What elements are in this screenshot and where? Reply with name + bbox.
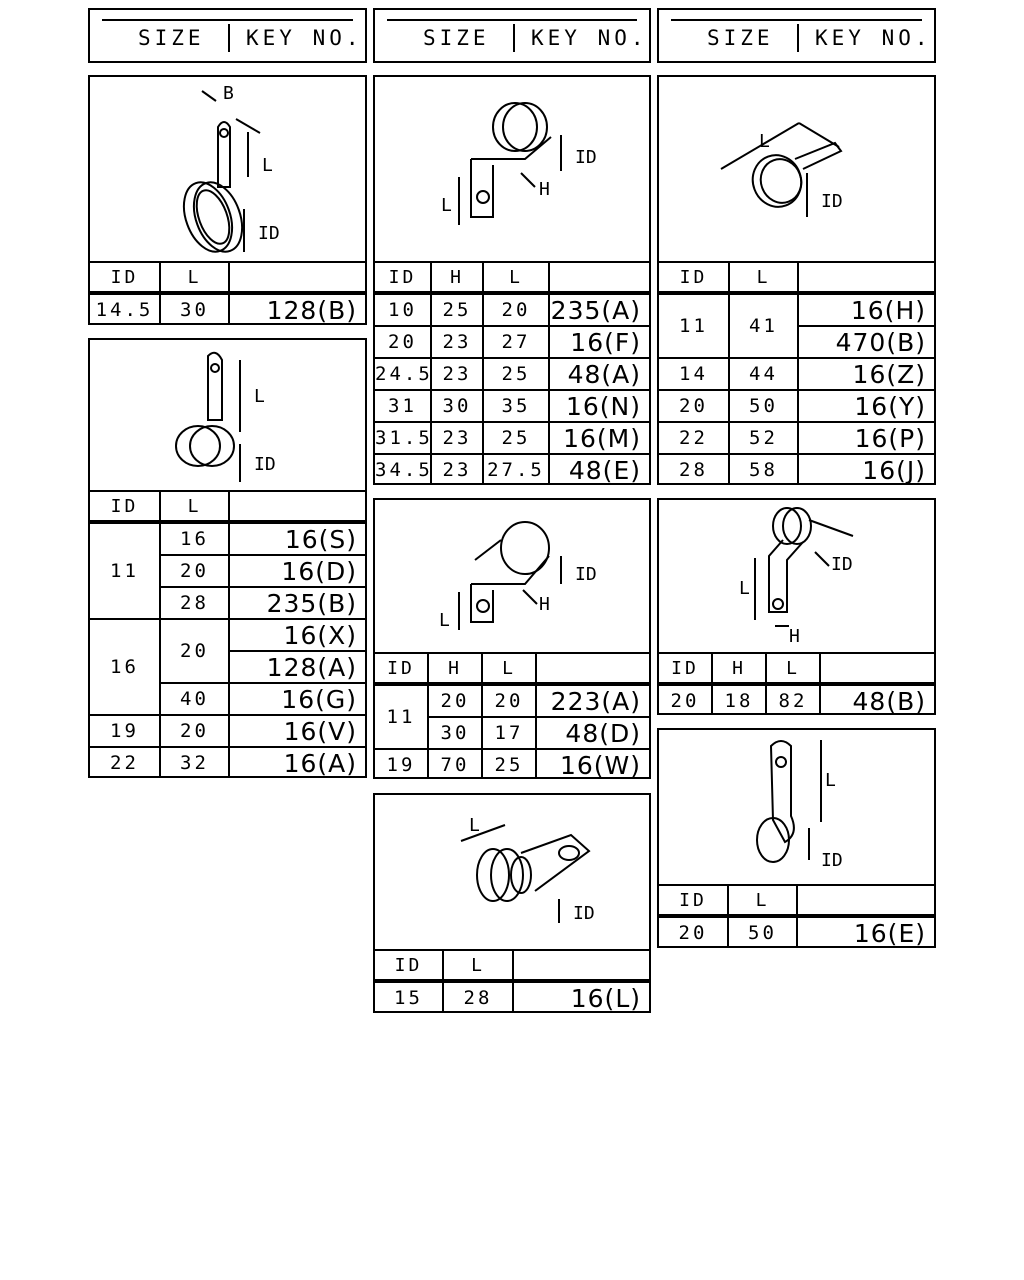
header-rule: [387, 19, 637, 21]
cell-key-no: 16(L): [513, 981, 649, 1013]
table-row: [659, 454, 934, 485]
table-row: [375, 454, 649, 485]
spec-table: [375, 652, 649, 779]
dim-label-l: L: [739, 578, 750, 599]
cell-key-no: 16(Y): [798, 390, 934, 422]
cell-key-no: 16(D): [229, 555, 365, 587]
cell-l: 20: [482, 684, 536, 717]
cell-l: 25: [483, 358, 549, 390]
header-key-label: KEY NO.: [815, 26, 932, 50]
cell-l: 20: [160, 555, 229, 587]
clamp-drawing: [90, 77, 365, 261]
cell-l: 40: [160, 683, 229, 715]
spec-table: [659, 884, 934, 948]
table-row: [375, 981, 649, 1013]
cell-l: 52: [729, 422, 798, 454]
table-row: [659, 293, 934, 326]
table-row: [375, 390, 649, 422]
table-row: [90, 715, 365, 747]
cell-key-no: 470(B): [798, 326, 934, 358]
cell-id: 14.5: [90, 293, 160, 325]
clamp-panel-4: [373, 498, 651, 779]
col-header-id: ID: [375, 950, 443, 981]
cell-key-no: 235(B): [229, 587, 365, 619]
cell-l: 25: [482, 749, 536, 779]
cell-l: 20: [483, 293, 549, 326]
spec-table: [659, 261, 934, 485]
col-header-key: [797, 885, 934, 916]
table-row: [375, 293, 649, 326]
cell-key-no: 223(A): [536, 684, 649, 717]
cell-l: 30: [160, 293, 229, 325]
spec-table: [90, 490, 365, 778]
cell-l: 58: [729, 454, 798, 485]
cell-key-no: 48(E): [549, 454, 649, 485]
cell-key-no: 16(X): [229, 619, 365, 651]
cell-key-no: 16(E): [797, 916, 934, 948]
col-header-l: L: [728, 885, 797, 916]
clamp-panel-7: [657, 498, 936, 715]
cell-l: 20: [160, 619, 229, 683]
col-header-l: L: [729, 262, 798, 293]
cell-key-no: 128(B): [229, 293, 365, 325]
col-header-key: [549, 262, 649, 293]
col-header-h: H: [712, 653, 766, 684]
clamp-panel-3: [373, 75, 651, 485]
header-col-1: [88, 8, 367, 63]
dim-label-id: ID: [575, 564, 597, 585]
cell-h: 23: [431, 358, 483, 390]
col-header-id: ID: [375, 653, 428, 684]
header-col-2: [373, 8, 651, 63]
table-row: [659, 358, 934, 390]
col-header-id: ID: [659, 653, 712, 684]
cell-key-no: 16(J): [798, 454, 934, 485]
cell-id: 31: [375, 390, 431, 422]
table-row: [90, 522, 365, 555]
cell-id: 19: [90, 715, 160, 747]
clamp-drawing: [375, 795, 649, 949]
cell-h: 23: [431, 422, 483, 454]
cell-l: 27: [483, 326, 549, 358]
cell-id: 20: [375, 326, 431, 358]
clamp-drawing: [659, 77, 934, 261]
dim-label-h: H: [539, 179, 550, 200]
cell-h: 20: [428, 684, 482, 717]
col-header-id: ID: [659, 262, 729, 293]
clamp-drawing: [375, 500, 649, 652]
dim-label-l: L: [441, 195, 452, 216]
header-key-label: KEY NO.: [531, 26, 648, 50]
cell-id: 15: [375, 981, 443, 1013]
cell-l: 82: [766, 684, 820, 715]
cell-key-no: 48(B): [820, 684, 934, 715]
table-row: [90, 619, 365, 651]
table-row: [659, 390, 934, 422]
table-row: [90, 293, 365, 325]
table-row: [375, 684, 649, 717]
header-rule: [102, 19, 353, 21]
cell-key-no: 16(N): [549, 390, 649, 422]
table-row: [659, 916, 934, 948]
header-col-3: [657, 8, 936, 63]
header-separator: [513, 24, 515, 52]
cell-l: 20: [160, 715, 229, 747]
cell-key-no: 48(A): [549, 358, 649, 390]
cell-key-no: 16(A): [229, 747, 365, 778]
cell-key-no: 16(V): [229, 715, 365, 747]
table-row: [659, 422, 934, 454]
cell-h: 23: [431, 326, 483, 358]
clamp-panel-2: [88, 338, 367, 778]
col-header-l: L: [443, 950, 513, 981]
header-size-label: SIZE: [138, 26, 205, 50]
col-header-key: [229, 262, 365, 293]
cell-h: 30: [431, 390, 483, 422]
cell-l: 44: [729, 358, 798, 390]
clamp-drawing: [659, 730, 934, 884]
table-row: [90, 747, 365, 778]
cell-l: 28: [160, 587, 229, 619]
cell-l: 25: [483, 422, 549, 454]
col-header-h: H: [431, 262, 483, 293]
spec-table: [659, 652, 934, 715]
dim-label-h: H: [789, 626, 800, 647]
col-header-l: L: [482, 653, 536, 684]
spec-table: [375, 949, 649, 1013]
cell-key-no: 16(M): [549, 422, 649, 454]
cell-id: 34.5: [375, 454, 431, 485]
cell-l: 50: [728, 916, 797, 948]
col-header-key: [820, 653, 934, 684]
cell-h: 25: [431, 293, 483, 326]
cell-h: 70: [428, 749, 482, 779]
dim-label-id: ID: [831, 554, 853, 575]
dim-label-id: ID: [821, 850, 843, 871]
header-separator: [797, 24, 799, 52]
col-header-key: [536, 653, 649, 684]
cell-h: 30: [428, 717, 482, 749]
dim-label-b: B: [223, 83, 234, 104]
header-separator: [228, 24, 230, 52]
dim-label-id: ID: [258, 223, 280, 244]
table-row: [375, 749, 649, 779]
cell-l: 50: [729, 390, 798, 422]
col-header-key: [513, 950, 649, 981]
cell-key-no: 16(H): [798, 293, 934, 326]
col-header-id: ID: [375, 262, 431, 293]
dim-label-l: L: [254, 386, 265, 407]
cell-id: 20: [659, 390, 729, 422]
clamp-drawing: [90, 340, 365, 490]
table-row: [375, 358, 649, 390]
cell-key-no: 16(G): [229, 683, 365, 715]
clamp-drawing: [659, 500, 934, 652]
dim-label-l: L: [439, 610, 450, 631]
cell-id: 16: [90, 619, 160, 715]
cell-h: 18: [712, 684, 766, 715]
dim-label-l: L: [469, 815, 480, 836]
clamp-drawing: [375, 77, 649, 261]
col-header-key: [798, 262, 934, 293]
dim-label-id: ID: [573, 903, 595, 924]
clamp-panel-1: [88, 75, 367, 325]
col-header-l: L: [160, 491, 229, 522]
cell-key-no: 16(S): [229, 522, 365, 555]
cell-key-no: 128(A): [229, 651, 365, 683]
cell-key-no: 16(F): [549, 326, 649, 358]
dim-label-l: L: [825, 770, 836, 791]
col-header-l: L: [766, 653, 820, 684]
cell-key-no: 235(A): [549, 293, 649, 326]
cell-l: 28: [443, 981, 513, 1013]
cell-h: 23: [431, 454, 483, 485]
cell-id: 24.5: [375, 358, 431, 390]
cell-id: 20: [659, 916, 728, 948]
cell-l: 17: [482, 717, 536, 749]
col-header-id: ID: [90, 491, 160, 522]
dim-label-id: ID: [575, 147, 597, 168]
spec-table: [90, 261, 365, 325]
cell-id: 14: [659, 358, 729, 390]
cell-id: 22: [90, 747, 160, 778]
cell-id: 11: [375, 684, 428, 749]
cell-l: 35: [483, 390, 549, 422]
cell-id: 20: [659, 684, 712, 715]
cell-id: 22: [659, 422, 729, 454]
cell-key-no: 16(W): [536, 749, 649, 779]
cell-l: 16: [160, 522, 229, 555]
spec-table: [375, 261, 649, 485]
col-header-l: L: [483, 262, 549, 293]
cell-id: 11: [659, 293, 729, 358]
dim-label-id: ID: [821, 191, 843, 212]
cell-id: 28: [659, 454, 729, 485]
dim-label-id: ID: [254, 454, 276, 475]
col-header-key: [229, 491, 365, 522]
header-size-label: SIZE: [423, 26, 490, 50]
table-row: [659, 684, 934, 715]
clamp-panel-5: [373, 793, 651, 1013]
clamp-panel-6: [657, 75, 936, 485]
cell-key-no: 16(Z): [798, 358, 934, 390]
table-row: [375, 326, 649, 358]
cell-key-no: 48(D): [536, 717, 649, 749]
cell-id: 31.5: [375, 422, 431, 454]
header-key-label: KEY NO.: [246, 26, 363, 50]
cell-id: 11: [90, 522, 160, 619]
dim-label-h: H: [539, 594, 550, 615]
cell-l: 32: [160, 747, 229, 778]
cell-id: 19: [375, 749, 428, 779]
cell-l: 27.5: [483, 454, 549, 485]
header-rule: [671, 19, 922, 21]
dim-label-l: L: [759, 131, 770, 152]
col-header-id: ID: [659, 885, 728, 916]
clamp-panel-8: [657, 728, 936, 948]
cell-key-no: 16(P): [798, 422, 934, 454]
dim-label-l: L: [262, 155, 273, 176]
header-size-label: SIZE: [707, 26, 774, 50]
cell-l: 41: [729, 293, 798, 358]
col-header-id: ID: [90, 262, 160, 293]
cell-id: 10: [375, 293, 431, 326]
col-header-h: H: [428, 653, 482, 684]
col-header-l: L: [160, 262, 229, 293]
table-row: [375, 422, 649, 454]
